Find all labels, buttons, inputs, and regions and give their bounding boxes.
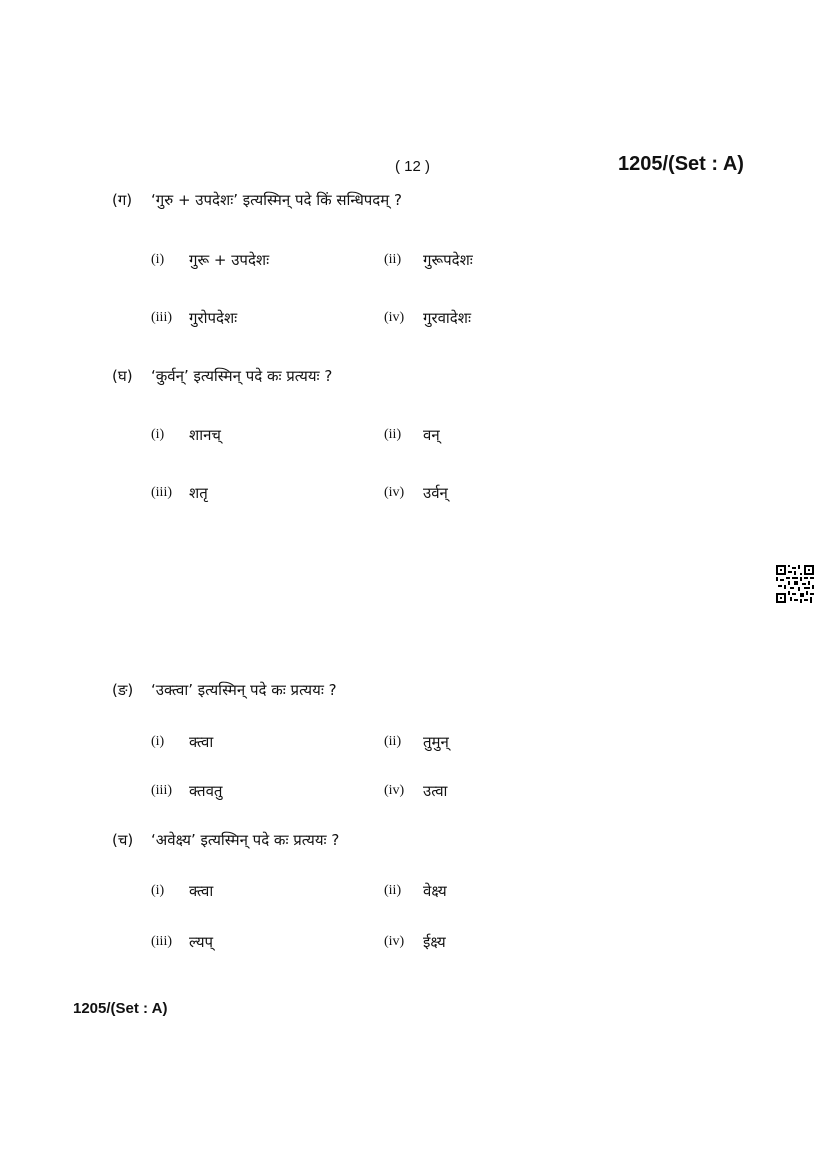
option-text: गुरूपदेशः — [423, 251, 473, 269]
option-number: (iii) — [151, 485, 172, 500]
option-number: (iii) — [151, 783, 172, 798]
option-number: (i) — [151, 883, 165, 898]
option-number: (iii) — [151, 934, 172, 949]
question-label: (च) — [112, 831, 134, 849]
option-number: (ii) — [384, 252, 402, 267]
option-number: (iii) — [151, 310, 172, 325]
option-number: (iv) — [384, 783, 405, 798]
page-number: ( 12 ) — [395, 158, 431, 175]
option-text: गुरोपदेशः — [189, 309, 238, 327]
option-text: वेक्ष्य — [423, 882, 447, 900]
option-text: शतृ — [189, 484, 208, 502]
option-text: क्तवतु — [189, 782, 223, 800]
option-text: ल्यप् — [189, 933, 214, 951]
option-text: क्त्वा — [189, 733, 214, 751]
question-text: ‘अवेक्ष्य’ इत्यस्मिन् पदे कः प्रत्ययः ? — [151, 831, 340, 849]
option-number: (ii) — [384, 734, 402, 749]
qr-code-icon — [776, 565, 814, 603]
option-number: (ii) — [384, 883, 402, 898]
option-number: (iv) — [384, 310, 405, 325]
option-text: उर्वन् — [423, 484, 448, 502]
option-number: (iv) — [384, 485, 405, 500]
question-label: (ग) — [112, 191, 133, 209]
option-text: ईक्ष्य — [423, 933, 446, 951]
question-text: ‘गुरु + उपदेशः’ इत्यस्मिन् पदे किं सन्धिपदम् ? — [151, 191, 402, 209]
option-number: (i) — [151, 427, 165, 442]
paper-code-header: 1205/(Set : A) — [618, 153, 744, 175]
option-text: गुरवादेशः — [423, 309, 472, 327]
option-text: वन् — [423, 426, 440, 444]
question-label: (घ) — [112, 367, 133, 385]
option-text: क्त्वा — [189, 882, 214, 900]
option-number: (ii) — [384, 427, 402, 442]
option-number: (i) — [151, 252, 165, 267]
option-text: शानच् — [189, 426, 221, 444]
option-number: (i) — [151, 734, 165, 749]
option-text: तुमुन् — [423, 733, 449, 751]
question-text: ‘कुर्वन्’ इत्यस्मिन् पदे कः प्रत्ययः ? — [151, 367, 333, 385]
paper-code-footer: 1205/(Set : A) — [73, 1000, 168, 1017]
question-text: ‘उक्त्वा’ इत्यस्मिन् पदे कः प्रत्ययः ? — [151, 681, 337, 699]
option-text: गुरू + उपदेशः — [189, 251, 270, 269]
option-text: उत्वा — [423, 782, 448, 800]
question-label: (ङ) — [112, 681, 134, 699]
option-number: (iv) — [384, 934, 405, 949]
